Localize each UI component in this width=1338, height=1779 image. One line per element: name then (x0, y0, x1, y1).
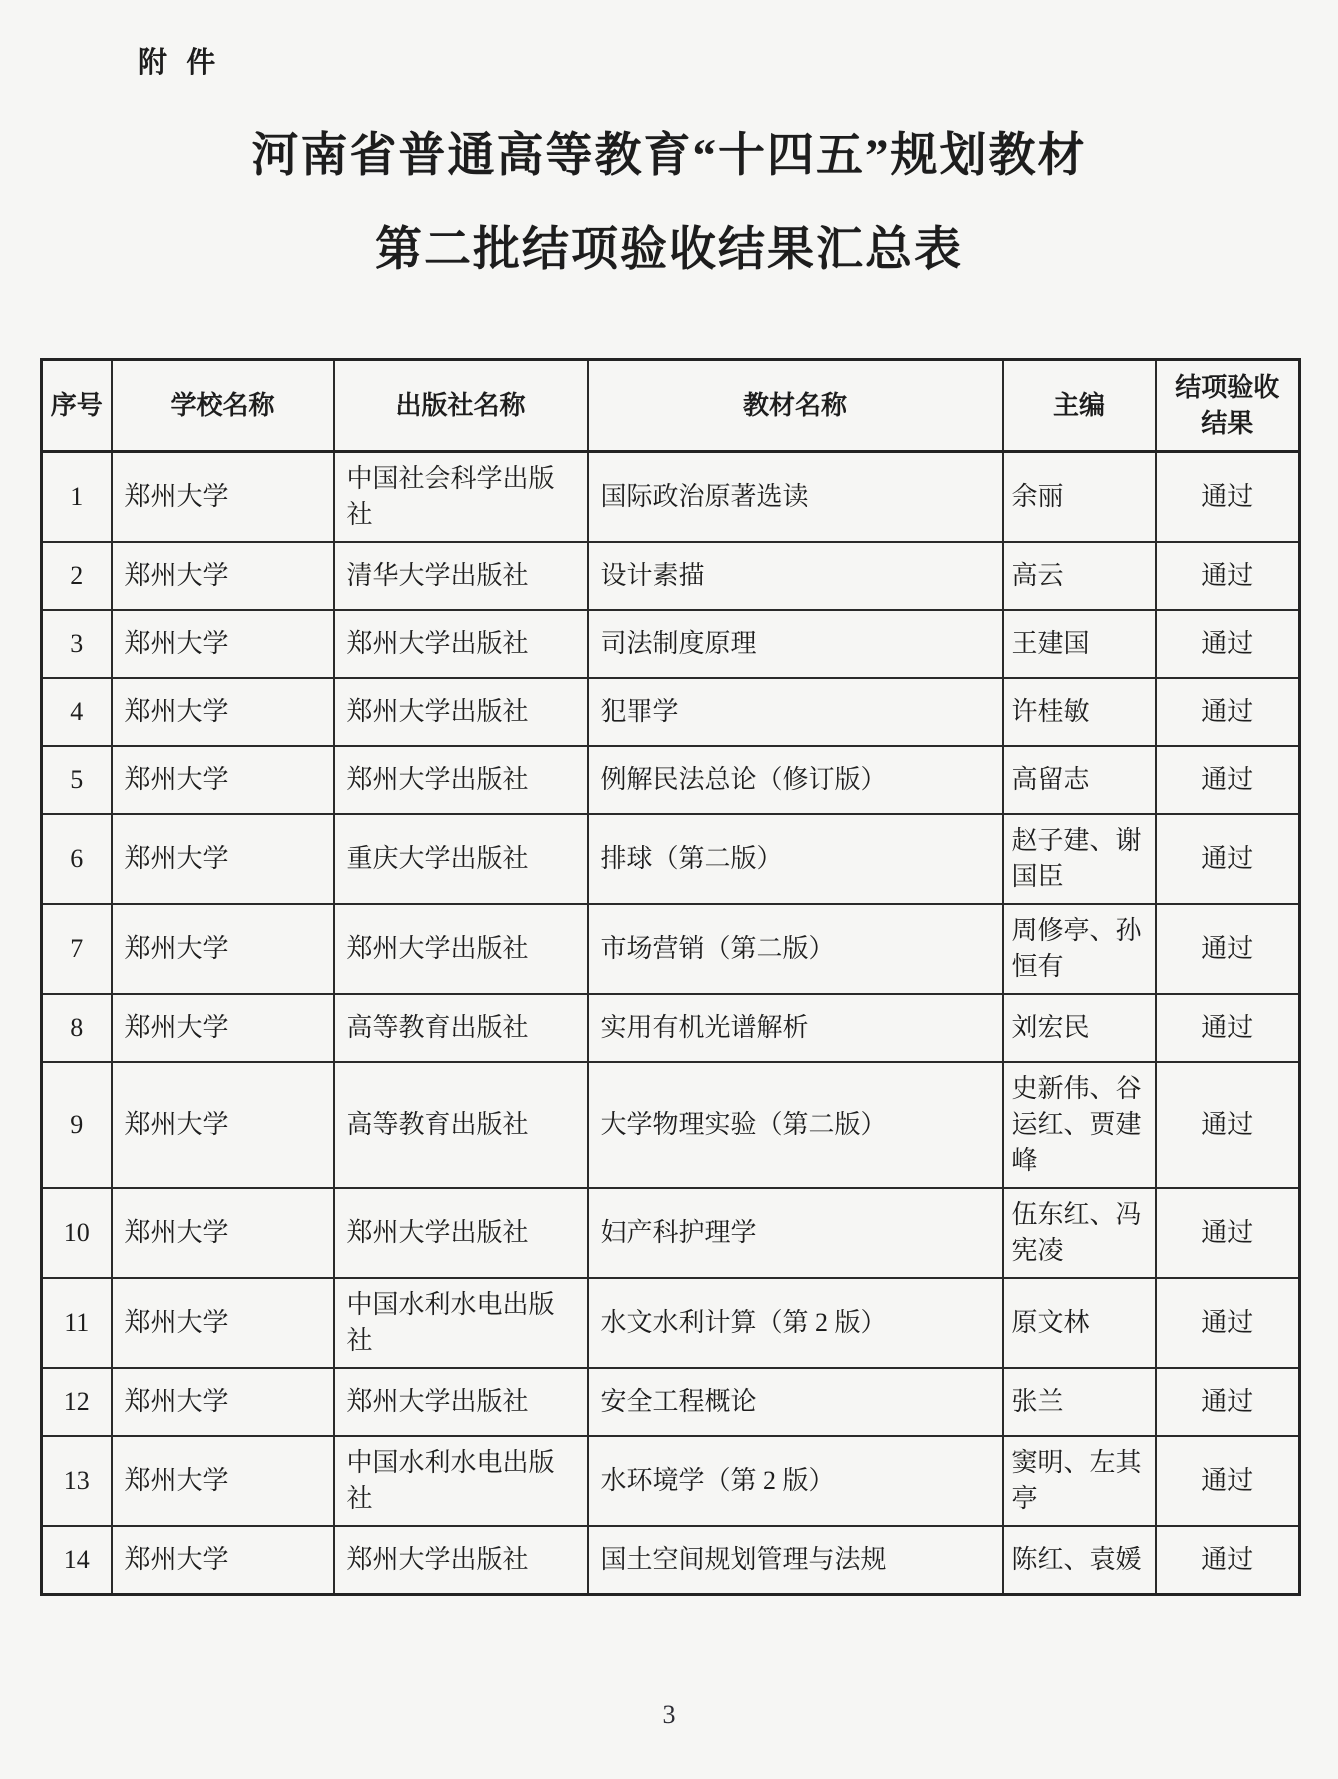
table-row (42, 1188, 1300, 1278)
cell-textbook: 司法制度原理 (588, 610, 1003, 678)
cell-textbook: 犯罪学 (588, 678, 1003, 746)
cell-school: 郑州大学 (112, 1062, 334, 1188)
document-title-line1: 河南省普通高等教育“十四五”规划教材 (251, 130, 1087, 182)
cell-textbook: 国土空间规划管理与法规 (588, 1526, 1003, 1594)
cell-result: 通过 (1156, 904, 1300, 994)
cell-school: 郑州大学 (112, 1278, 334, 1368)
cell-textbook: 设计素描 (588, 542, 1003, 610)
header-textbook-name: 教材名称 (588, 360, 1003, 452)
header-publisher-name: 出版社名称 (334, 360, 588, 452)
cell-serial-number: 6 (42, 814, 112, 904)
cell-result: 通过 (1156, 678, 1300, 746)
cell-editor: 史新伟、谷运红、贾建峰 (1003, 1062, 1156, 1188)
cell-editor: 余丽 (1003, 452, 1156, 543)
cell-editor: 周修亭、孙恒有 (1003, 904, 1156, 994)
cell-textbook: 水文水利计算（第 2 版） (588, 1278, 1003, 1368)
cell-textbook: 安全工程概论 (588, 1368, 1003, 1436)
cell-school: 郑州大学 (112, 746, 334, 814)
cell-editor: 伍东红、冯宪凌 (1003, 1188, 1156, 1278)
cell-textbook: 排球（第二版） (588, 814, 1003, 904)
cell-textbook: 例解民法总论（修订版） (588, 746, 1003, 814)
cell-textbook: 妇产科护理学 (588, 1188, 1003, 1278)
cell-editor: 许桂敏 (1003, 678, 1156, 746)
cell-textbook: 实用有机光谱解析 (588, 994, 1003, 1062)
cell-serial-number: 12 (42, 1368, 112, 1436)
page-number: 3 (662, 1700, 676, 1729)
cell-school: 郑州大学 (112, 452, 334, 543)
cell-result: 通过 (1156, 746, 1300, 814)
cell-serial-number: 7 (42, 904, 112, 994)
cell-publisher: 中国水利水电出版社 (334, 1436, 588, 1526)
cell-result: 通过 (1156, 542, 1300, 610)
table-row (42, 904, 1300, 994)
table-row (42, 1368, 1300, 1436)
cell-serial-number: 9 (42, 1062, 112, 1188)
cell-publisher: 郑州大学出版社 (334, 746, 588, 814)
cell-serial-number: 8 (42, 994, 112, 1062)
header-acceptance-result: 结项验收结果 (1156, 360, 1300, 452)
header-serial-number: 序号 (42, 360, 112, 452)
cell-school: 郑州大学 (112, 1436, 334, 1526)
table-row (42, 994, 1300, 1062)
cell-school: 郑州大学 (112, 904, 334, 994)
table-row (42, 542, 1300, 610)
cell-publisher: 郑州大学出版社 (334, 1368, 588, 1436)
cell-school: 郑州大学 (112, 678, 334, 746)
table-row (42, 678, 1300, 746)
cell-publisher: 郑州大学出版社 (334, 1188, 588, 1278)
acceptance-results-table (40, 358, 1301, 1596)
cell-publisher: 清华大学出版社 (334, 542, 588, 610)
cell-result: 通过 (1156, 994, 1300, 1062)
table-row (42, 814, 1300, 904)
table-row (42, 610, 1300, 678)
table-row (42, 1278, 1300, 1368)
cell-school: 郑州大学 (112, 610, 334, 678)
cell-publisher: 重庆大学出版社 (334, 814, 588, 904)
cell-serial-number: 5 (42, 746, 112, 814)
cell-publisher: 郑州大学出版社 (334, 1526, 588, 1594)
cell-result: 通过 (1156, 1188, 1300, 1278)
cell-editor: 高云 (1003, 542, 1156, 610)
cell-textbook: 市场营销（第二版） (588, 904, 1003, 994)
cell-serial-number: 1 (42, 452, 112, 543)
cell-school: 郑州大学 (112, 994, 334, 1062)
header-chief-editor: 主编 (1003, 360, 1156, 452)
cell-serial-number: 14 (42, 1526, 112, 1594)
cell-result: 通过 (1156, 452, 1300, 543)
header-school-name: 学校名称 (112, 360, 334, 452)
cell-result: 通过 (1156, 1278, 1300, 1368)
cell-editor: 窦明、左其亭 (1003, 1436, 1156, 1526)
cell-serial-number: 2 (42, 542, 112, 610)
cell-editor: 王建国 (1003, 610, 1156, 678)
document-title-line2: 第二批结项验收结果汇总表 (375, 224, 963, 276)
cell-publisher: 郑州大学出版社 (334, 904, 588, 994)
cell-serial-number: 10 (42, 1188, 112, 1278)
cell-publisher: 高等教育出版社 (334, 994, 588, 1062)
cell-textbook: 水环境学（第 2 版） (588, 1436, 1003, 1526)
cell-editor: 原文林 (1003, 1278, 1156, 1368)
attachment-label: 附 件 (138, 47, 222, 79)
cell-school: 郑州大学 (112, 814, 334, 904)
table-header-row (42, 360, 1300, 452)
cell-editor: 高留志 (1003, 746, 1156, 814)
cell-textbook: 国际政治原著选读 (588, 452, 1003, 543)
cell-publisher: 中国社会科学出版社 (334, 452, 588, 543)
cell-editor: 刘宏民 (1003, 994, 1156, 1062)
cell-editor: 张兰 (1003, 1368, 1156, 1436)
cell-serial-number: 4 (42, 678, 112, 746)
cell-result: 通过 (1156, 1062, 1300, 1188)
cell-editor: 陈红、袁媛 (1003, 1526, 1156, 1594)
cell-publisher: 高等教育出版社 (334, 1062, 588, 1188)
table-row (42, 1526, 1300, 1594)
cell-serial-number: 3 (42, 610, 112, 678)
cell-editor: 赵子建、谢国臣 (1003, 814, 1156, 904)
cell-school: 郑州大学 (112, 542, 334, 610)
cell-result: 通过 (1156, 1368, 1300, 1436)
cell-publisher: 中国水利水电出版社 (334, 1278, 588, 1368)
cell-serial-number: 11 (42, 1278, 112, 1368)
cell-school: 郑州大学 (112, 1188, 334, 1278)
cell-school: 郑州大学 (112, 1368, 334, 1436)
table-row (42, 1436, 1300, 1526)
cell-result: 通过 (1156, 1436, 1300, 1526)
cell-publisher: 郑州大学出版社 (334, 610, 588, 678)
cell-result: 通过 (1156, 814, 1300, 904)
table-row (42, 746, 1300, 814)
cell-result: 通过 (1156, 610, 1300, 678)
table-row (42, 452, 1300, 543)
cell-result: 通过 (1156, 1526, 1300, 1594)
table-row (42, 1062, 1300, 1188)
cell-textbook: 大学物理实验（第二版） (588, 1062, 1003, 1188)
cell-serial-number: 13 (42, 1436, 112, 1526)
cell-publisher: 郑州大学出版社 (334, 678, 588, 746)
cell-school: 郑州大学 (112, 1526, 334, 1594)
